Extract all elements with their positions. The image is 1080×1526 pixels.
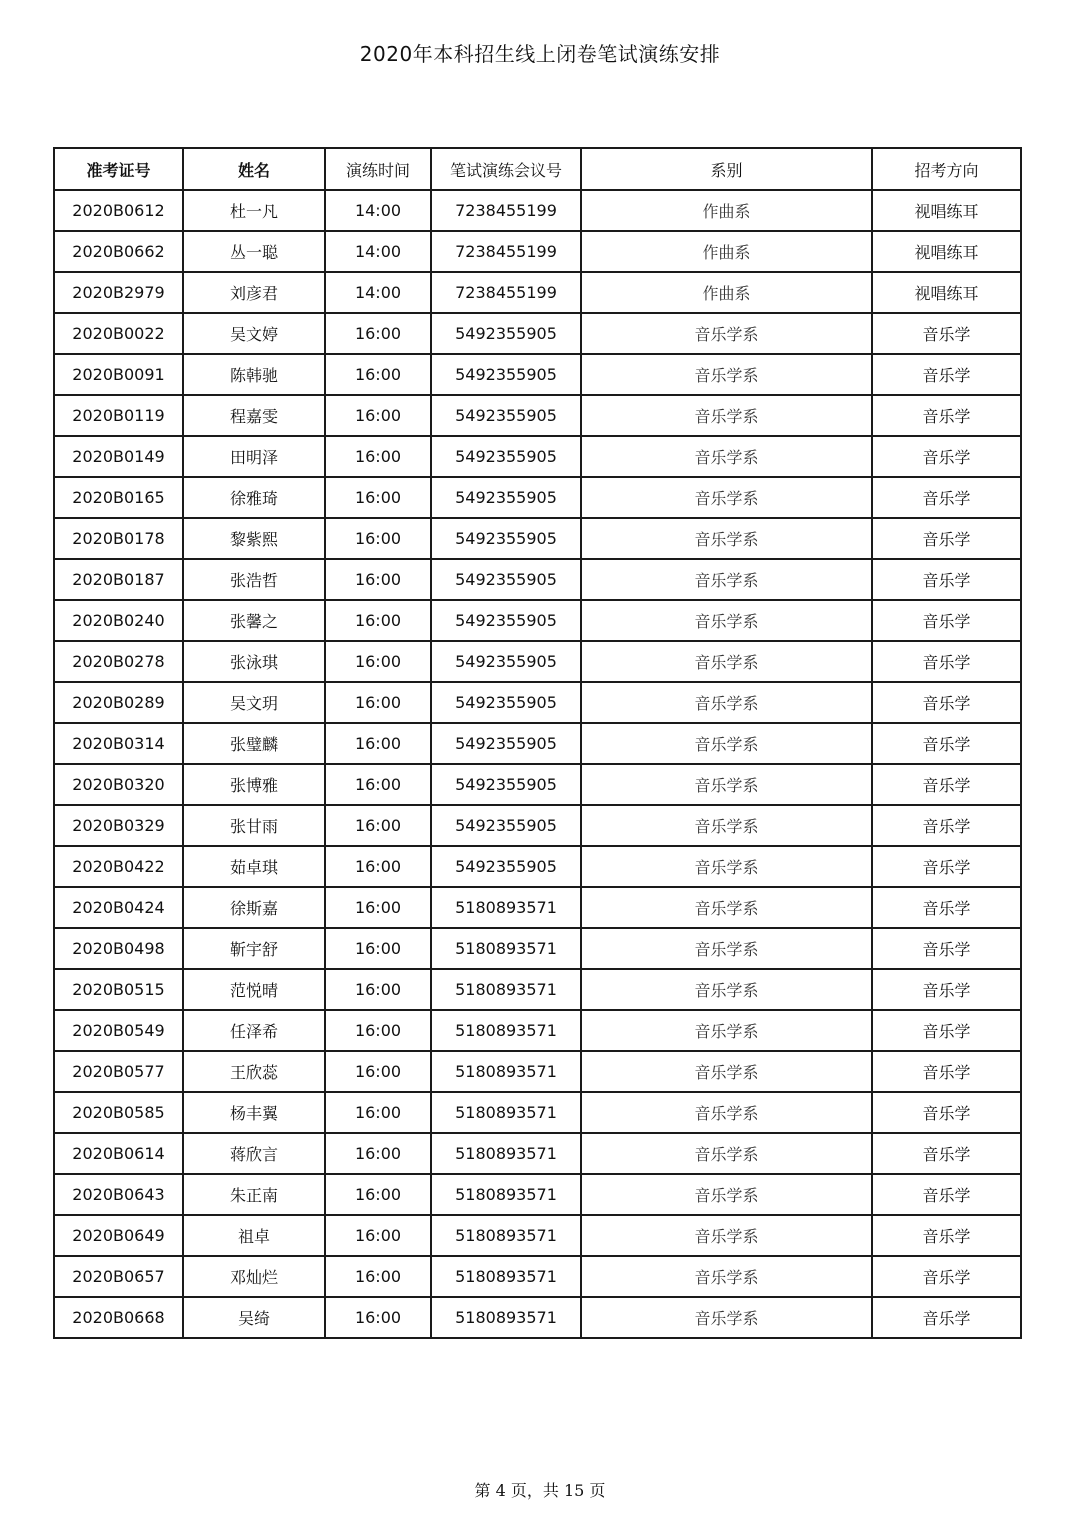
cell-exam-id: 2020B0119	[54, 395, 183, 436]
cell-time: 16:00	[325, 559, 431, 600]
cell-direction: 音乐学	[872, 723, 1021, 764]
cell-name: 徐斯嘉	[183, 887, 325, 928]
cell-exam-id: 2020B0614	[54, 1133, 183, 1174]
cell-name: 王欣蕊	[183, 1051, 325, 1092]
cell-meeting-id: 5492355905	[431, 764, 581, 805]
cell-meeting-id: 5180893571	[431, 1051, 581, 1092]
cell-department: 音乐学系	[581, 1215, 872, 1256]
cell-meeting-id: 5180893571	[431, 1133, 581, 1174]
cell-meeting-id: 5492355905	[431, 518, 581, 559]
cell-direction: 音乐学	[872, 395, 1021, 436]
table-row	[54, 477, 1021, 518]
cell-meeting-id: 7238455199	[431, 231, 581, 272]
cell-time: 16:00	[325, 969, 431, 1010]
cell-department: 音乐学系	[581, 518, 872, 559]
cell-meeting-id: 7238455199	[431, 190, 581, 231]
cell-direction: 音乐学	[872, 518, 1021, 559]
cell-department: 作曲系	[581, 272, 872, 313]
cell-direction: 视唱练耳	[872, 272, 1021, 313]
cell-exam-id: 2020B0668	[54, 1297, 183, 1338]
cell-department: 音乐学系	[581, 477, 872, 518]
cell-department: 音乐学系	[581, 1133, 872, 1174]
cell-exam-id: 2020B0320	[54, 764, 183, 805]
cell-meeting-id: 5180893571	[431, 969, 581, 1010]
cell-time: 16:00	[325, 1174, 431, 1215]
cell-meeting-id: 5492355905	[431, 395, 581, 436]
cell-name: 茹卓琪	[183, 846, 325, 887]
cell-time: 16:00	[325, 354, 431, 395]
cell-name: 田明泽	[183, 436, 325, 477]
table-row	[54, 190, 1021, 231]
cell-name: 范悦晴	[183, 969, 325, 1010]
table-row	[54, 1174, 1021, 1215]
header-direction: 招考方向	[872, 148, 1021, 190]
cell-direction: 音乐学	[872, 436, 1021, 477]
cell-time: 16:00	[325, 1092, 431, 1133]
cell-meeting-id: 5180893571	[431, 1010, 581, 1051]
cell-time: 16:00	[325, 805, 431, 846]
table-row	[54, 518, 1021, 559]
cell-time: 16:00	[325, 1133, 431, 1174]
cell-direction: 音乐学	[872, 1133, 1021, 1174]
cell-time: 16:00	[325, 846, 431, 887]
table-row	[54, 969, 1021, 1010]
cell-direction: 音乐学	[872, 1174, 1021, 1215]
cell-exam-id: 2020B0329	[54, 805, 183, 846]
table-row	[54, 887, 1021, 928]
cell-name: 吴文玥	[183, 682, 325, 723]
cell-name: 徐雅琦	[183, 477, 325, 518]
table-header-row	[54, 148, 1021, 190]
cell-exam-id: 2020B0549	[54, 1010, 183, 1051]
header-department: 系别	[581, 148, 872, 190]
table-row	[54, 1256, 1021, 1297]
cell-name: 张博雅	[183, 764, 325, 805]
cell-name: 靳宇舒	[183, 928, 325, 969]
cell-direction: 音乐学	[872, 846, 1021, 887]
table-row	[54, 641, 1021, 682]
cell-name: 张馨之	[183, 600, 325, 641]
cell-time: 16:00	[325, 600, 431, 641]
cell-exam-id: 2020B0643	[54, 1174, 183, 1215]
cell-name: 黎紫熙	[183, 518, 325, 559]
cell-department: 音乐学系	[581, 928, 872, 969]
cell-exam-id: 2020B2979	[54, 272, 183, 313]
cell-department: 音乐学系	[581, 1010, 872, 1051]
cell-name: 张甘雨	[183, 805, 325, 846]
cell-time: 16:00	[325, 1256, 431, 1297]
cell-direction: 视唱练耳	[872, 231, 1021, 272]
cell-time: 16:00	[325, 1051, 431, 1092]
cell-direction: 音乐学	[872, 1215, 1021, 1256]
cell-exam-id: 2020B0289	[54, 682, 183, 723]
cell-time: 16:00	[325, 723, 431, 764]
cell-meeting-id: 5492355905	[431, 846, 581, 887]
cell-exam-id: 2020B0091	[54, 354, 183, 395]
cell-time: 14:00	[325, 231, 431, 272]
cell-meeting-id: 5180893571	[431, 1215, 581, 1256]
cell-exam-id: 2020B0515	[54, 969, 183, 1010]
table-row	[54, 846, 1021, 887]
cell-exam-id: 2020B0278	[54, 641, 183, 682]
cell-direction: 音乐学	[872, 354, 1021, 395]
cell-name: 陈韩驰	[183, 354, 325, 395]
cell-direction: 音乐学	[872, 477, 1021, 518]
cell-exam-id: 2020B0022	[54, 313, 183, 354]
cell-exam-id: 2020B0149	[54, 436, 183, 477]
cell-name: 张浩哲	[183, 559, 325, 600]
cell-department: 音乐学系	[581, 1174, 872, 1215]
cell-exam-id: 2020B0662	[54, 231, 183, 272]
cell-direction: 音乐学	[872, 1051, 1021, 1092]
cell-name: 丛一聪	[183, 231, 325, 272]
cell-department: 音乐学系	[581, 805, 872, 846]
cell-department: 作曲系	[581, 231, 872, 272]
table-row	[54, 1010, 1021, 1051]
cell-name: 任泽希	[183, 1010, 325, 1051]
table-row	[54, 723, 1021, 764]
cell-meeting-id: 5492355905	[431, 559, 581, 600]
header-time: 演练时间	[325, 148, 431, 190]
cell-time: 14:00	[325, 190, 431, 231]
cell-name: 张泳琪	[183, 641, 325, 682]
cell-time: 16:00	[325, 313, 431, 354]
cell-meeting-id: 5180893571	[431, 1174, 581, 1215]
cell-department: 音乐学系	[581, 436, 872, 477]
cell-direction: 音乐学	[872, 1256, 1021, 1297]
cell-name: 刘彦君	[183, 272, 325, 313]
cell-meeting-id: 5492355905	[431, 313, 581, 354]
cell-exam-id: 2020B0165	[54, 477, 183, 518]
cell-department: 音乐学系	[581, 846, 872, 887]
cell-exam-id: 2020B0649	[54, 1215, 183, 1256]
cell-exam-id: 2020B0585	[54, 1092, 183, 1133]
cell-meeting-id: 5492355905	[431, 641, 581, 682]
cell-time: 16:00	[325, 477, 431, 518]
cell-exam-id: 2020B0314	[54, 723, 183, 764]
cell-exam-id: 2020B0657	[54, 1256, 183, 1297]
cell-time: 16:00	[325, 682, 431, 723]
cell-direction: 音乐学	[872, 928, 1021, 969]
cell-direction: 音乐学	[872, 682, 1021, 723]
table-row	[54, 1092, 1021, 1133]
cell-exam-id: 2020B0577	[54, 1051, 183, 1092]
header-name: 姓名	[183, 148, 325, 190]
cell-direction: 音乐学	[872, 641, 1021, 682]
cell-exam-id: 2020B0612	[54, 190, 183, 231]
cell-meeting-id: 5180893571	[431, 1297, 581, 1338]
cell-direction: 视唱练耳	[872, 190, 1021, 231]
table-row	[54, 354, 1021, 395]
cell-department: 音乐学系	[581, 887, 872, 928]
table-row	[54, 1051, 1021, 1092]
table-row	[54, 1297, 1021, 1338]
cell-direction: 音乐学	[872, 805, 1021, 846]
table-row	[54, 1133, 1021, 1174]
page-footer: 第 4 页，共 15 页	[474, 1481, 606, 1500]
cell-meeting-id: 5180893571	[431, 887, 581, 928]
page-title: 2020年本科招生线上闭卷笔试演练安排	[359, 42, 721, 66]
cell-name: 程嘉雯	[183, 395, 325, 436]
cell-name: 朱正南	[183, 1174, 325, 1215]
cell-name: 祖卓	[183, 1215, 325, 1256]
cell-time: 16:00	[325, 641, 431, 682]
cell-exam-id: 2020B0187	[54, 559, 183, 600]
cell-department: 音乐学系	[581, 559, 872, 600]
cell-direction: 音乐学	[872, 969, 1021, 1010]
cell-direction: 音乐学	[872, 887, 1021, 928]
cell-department: 音乐学系	[581, 395, 872, 436]
cell-meeting-id: 5492355905	[431, 436, 581, 477]
cell-name: 吴文婷	[183, 313, 325, 354]
cell-direction: 音乐学	[872, 1297, 1021, 1338]
header-meeting-id: 笔试演练会议号	[431, 148, 581, 190]
cell-direction: 音乐学	[872, 1092, 1021, 1133]
cell-department: 音乐学系	[581, 682, 872, 723]
cell-department: 音乐学系	[581, 313, 872, 354]
cell-direction: 音乐学	[872, 764, 1021, 805]
table-row	[54, 600, 1021, 641]
cell-department: 音乐学系	[581, 1256, 872, 1297]
cell-name: 杨丰翼	[183, 1092, 325, 1133]
cell-time: 16:00	[325, 764, 431, 805]
cell-meeting-id: 5180893571	[431, 1092, 581, 1133]
cell-meeting-id: 5492355905	[431, 723, 581, 764]
cell-name: 杜一凡	[183, 190, 325, 231]
cell-time: 16:00	[325, 1215, 431, 1256]
cell-meeting-id: 5180893571	[431, 1256, 581, 1297]
header-exam-id: 准考证号	[54, 148, 183, 190]
cell-meeting-id: 5492355905	[431, 805, 581, 846]
cell-time: 16:00	[325, 518, 431, 559]
cell-name: 吴绮	[183, 1297, 325, 1338]
cell-time: 16:00	[325, 1297, 431, 1338]
cell-meeting-id: 5180893571	[431, 928, 581, 969]
table-row	[54, 682, 1021, 723]
cell-time: 16:00	[325, 887, 431, 928]
table-row	[54, 1215, 1021, 1256]
cell-time: 16:00	[325, 395, 431, 436]
cell-name: 蒋欣言	[183, 1133, 325, 1174]
cell-meeting-id: 7238455199	[431, 272, 581, 313]
cell-department: 音乐学系	[581, 1092, 872, 1133]
cell-department: 作曲系	[581, 190, 872, 231]
cell-exam-id: 2020B0178	[54, 518, 183, 559]
cell-direction: 音乐学	[872, 1010, 1021, 1051]
cell-department: 音乐学系	[581, 969, 872, 1010]
cell-meeting-id: 5492355905	[431, 354, 581, 395]
table-row	[54, 436, 1021, 477]
cell-time: 16:00	[325, 928, 431, 969]
cell-department: 音乐学系	[581, 723, 872, 764]
table-row	[54, 272, 1021, 313]
cell-department: 音乐学系	[581, 354, 872, 395]
cell-time: 14:00	[325, 272, 431, 313]
cell-exam-id: 2020B0240	[54, 600, 183, 641]
cell-department: 音乐学系	[581, 1297, 872, 1338]
cell-name: 张璧麟	[183, 723, 325, 764]
table-row	[54, 395, 1021, 436]
table-row	[54, 231, 1021, 272]
table-body	[54, 190, 1021, 1338]
cell-direction: 音乐学	[872, 313, 1021, 354]
cell-exam-id: 2020B0498	[54, 928, 183, 969]
table-row	[54, 928, 1021, 969]
cell-time: 16:00	[325, 1010, 431, 1051]
cell-direction: 音乐学	[872, 600, 1021, 641]
cell-department: 音乐学系	[581, 600, 872, 641]
cell-department: 音乐学系	[581, 764, 872, 805]
table-row	[54, 559, 1021, 600]
cell-exam-id: 2020B0424	[54, 887, 183, 928]
cell-direction: 音乐学	[872, 559, 1021, 600]
cell-time: 16:00	[325, 436, 431, 477]
cell-department: 音乐学系	[581, 1051, 872, 1092]
table-row	[54, 805, 1021, 846]
table-row	[54, 764, 1021, 805]
schedule-table	[53, 147, 1022, 1339]
cell-meeting-id: 5492355905	[431, 682, 581, 723]
table-row	[54, 313, 1021, 354]
cell-exam-id: 2020B0422	[54, 846, 183, 887]
cell-meeting-id: 5492355905	[431, 600, 581, 641]
cell-name: 邓灿烂	[183, 1256, 325, 1297]
cell-department: 音乐学系	[581, 641, 872, 682]
cell-meeting-id: 5492355905	[431, 477, 581, 518]
